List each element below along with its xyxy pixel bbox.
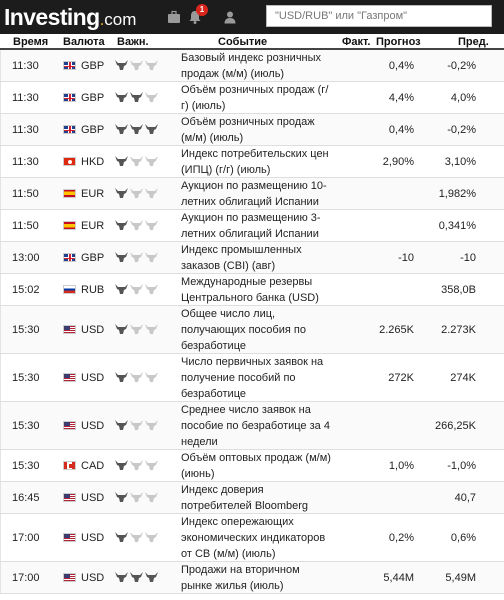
bull-icon bbox=[115, 156, 128, 167]
bull-icon bbox=[145, 220, 158, 231]
bull-icon bbox=[130, 492, 143, 503]
event-previous: 1,982% bbox=[438, 187, 476, 200]
flag-icon bbox=[63, 482, 76, 513]
ru-flag-icon bbox=[63, 285, 76, 294]
event-currency: GBP bbox=[81, 251, 105, 264]
event-name-text[interactable]: Аукцион по размещению 3-летних облигаций Испании bbox=[181, 211, 321, 240]
us-flag-icon bbox=[63, 573, 76, 582]
importance-rating bbox=[115, 50, 173, 81]
event-currency: EUR bbox=[81, 219, 105, 232]
event-name-text[interactable]: Индекс потребительских цен (ИПЦ) (г/г) (июль) bbox=[181, 147, 329, 176]
events-table bbox=[0, 50, 504, 600]
event-time: 11:50 bbox=[12, 187, 39, 200]
table-row[interactable] bbox=[0, 210, 504, 242]
event-name-text[interactable]: Объём розничных продаж (г/г) (июль) bbox=[181, 83, 329, 112]
bull-icon bbox=[115, 124, 128, 135]
bull-icon bbox=[115, 460, 128, 471]
event-name-text[interactable]: Объём розничных продаж (м/м) (июль) bbox=[181, 115, 315, 144]
us-flag-icon bbox=[63, 533, 76, 542]
bull-icon bbox=[115, 60, 128, 71]
bull-icon bbox=[115, 420, 128, 431]
event-name-text[interactable]: Продажи на вторичном рынке жилья (июль) bbox=[181, 563, 300, 592]
event-currency: GBP bbox=[81, 59, 105, 72]
importance-rating bbox=[115, 482, 173, 513]
flag-icon bbox=[63, 562, 76, 593]
event-name-text[interactable]: Международные резервы Центрального банка (USD) bbox=[181, 275, 319, 304]
bull-icon bbox=[130, 156, 143, 167]
bull-icon bbox=[130, 60, 143, 71]
event-name-text[interactable]: Индекс доверия потребителей Bloomberg bbox=[181, 483, 309, 512]
importance-rating bbox=[115, 114, 173, 145]
col-importance[interactable]: Важн. bbox=[117, 36, 149, 48]
event-previous: -1,0% bbox=[447, 459, 476, 472]
event-forecast: 4,4% bbox=[388, 91, 414, 104]
flag-icon bbox=[63, 514, 76, 561]
investing-logo[interactable] bbox=[4, 4, 136, 30]
event-time: 11:30 bbox=[12, 59, 39, 72]
bull-icon bbox=[115, 372, 128, 383]
table-row[interactable] bbox=[0, 146, 504, 178]
bull-icon bbox=[145, 284, 158, 295]
bull-icon bbox=[145, 324, 158, 335]
gb-flag-icon bbox=[63, 61, 76, 70]
event-forecast: 1,0% bbox=[388, 459, 414, 472]
bull-icon bbox=[115, 188, 128, 199]
bull-icon bbox=[145, 460, 158, 471]
event-name[interactable] bbox=[181, 306, 331, 353]
importance-rating bbox=[115, 82, 173, 113]
event-currency: USD bbox=[81, 531, 105, 544]
flag-icon bbox=[63, 242, 76, 273]
event-time: 17:00 bbox=[12, 531, 40, 544]
flag-icon bbox=[63, 82, 76, 113]
table-row[interactable] bbox=[0, 178, 504, 210]
event-previous: -0,2% bbox=[447, 59, 476, 72]
event-forecast: 0,2% bbox=[388, 531, 414, 544]
event-currency: GBP bbox=[81, 123, 105, 136]
event-name[interactable] bbox=[181, 210, 331, 241]
importance-rating bbox=[115, 178, 173, 209]
bull-icon bbox=[115, 324, 128, 335]
importance-rating bbox=[115, 210, 173, 241]
bull-icon bbox=[145, 532, 158, 543]
bull-icon bbox=[145, 124, 158, 135]
importance-rating bbox=[115, 562, 173, 593]
bull-icon bbox=[130, 572, 143, 583]
event-name[interactable] bbox=[181, 242, 331, 273]
portfolio-icon[interactable] bbox=[166, 9, 182, 25]
event-previous: 0,341% bbox=[438, 219, 476, 232]
bull-icon bbox=[115, 532, 128, 543]
bull-icon bbox=[130, 188, 143, 199]
search-input[interactable]: "USD/RUB" или "Газпром" bbox=[266, 5, 492, 27]
notification-badge: 1 bbox=[196, 4, 208, 16]
event-currency: USD bbox=[81, 419, 105, 432]
flag-icon bbox=[63, 114, 76, 145]
event-name[interactable] bbox=[181, 178, 331, 209]
event-previous: 40,7 bbox=[454, 491, 476, 504]
event-time: 11:30 bbox=[12, 155, 39, 168]
event-previous: 266,25K bbox=[435, 419, 476, 432]
bull-icon bbox=[130, 460, 143, 471]
bull-icon bbox=[145, 92, 158, 103]
event-name-text[interactable]: Среднее число заявок на пособие по безработице за 4 недели bbox=[181, 403, 330, 448]
bull-icon bbox=[115, 284, 128, 295]
event-name[interactable] bbox=[181, 402, 331, 449]
bull-icon bbox=[130, 284, 143, 295]
event-currency: USD bbox=[81, 371, 105, 384]
us-flag-icon bbox=[63, 373, 76, 382]
event-currency: CAD bbox=[81, 459, 105, 472]
gb-flag-icon bbox=[63, 125, 76, 134]
flag-icon bbox=[63, 50, 76, 81]
importance-rating bbox=[115, 306, 173, 353]
event-currency: USD bbox=[81, 323, 105, 336]
bull-icon bbox=[145, 60, 158, 71]
event-name-text[interactable]: Аукцион по размещению 10-летних облигаций Испании bbox=[181, 179, 327, 208]
importance-rating bbox=[115, 450, 173, 481]
flag-icon bbox=[63, 146, 76, 177]
event-name[interactable] bbox=[181, 274, 331, 305]
event-name[interactable] bbox=[181, 482, 331, 513]
logo-suffix: com bbox=[104, 10, 137, 29]
bull-icon bbox=[145, 492, 158, 503]
importance-rating bbox=[115, 274, 173, 305]
table-row[interactable] bbox=[0, 514, 504, 562]
bull-icon bbox=[130, 420, 143, 431]
event-previous: 5,49M bbox=[445, 571, 476, 584]
event-previous: 0,6% bbox=[450, 531, 476, 544]
event-forecast bbox=[360, 210, 414, 241]
bull-icon bbox=[145, 420, 158, 431]
flag-icon bbox=[63, 354, 76, 401]
event-name-text[interactable]: Индекс промышленных заказов (CBI) (авг) bbox=[181, 243, 302, 272]
event-name[interactable] bbox=[181, 514, 331, 561]
event-time: 11:30 bbox=[12, 123, 39, 136]
table-row[interactable] bbox=[0, 114, 504, 146]
importance-rating bbox=[115, 242, 173, 273]
event-name-text[interactable]: Базовый индекс розничных продаж (м/м) (июль) bbox=[181, 51, 322, 80]
event-forecast bbox=[360, 178, 414, 209]
bull-icon bbox=[115, 92, 128, 103]
flag-icon bbox=[63, 274, 76, 305]
event-forecast: -10 bbox=[398, 251, 414, 264]
event-time: 15:30 bbox=[12, 459, 40, 472]
ca-flag-icon bbox=[63, 461, 76, 470]
event-name[interactable] bbox=[181, 50, 331, 81]
event-name-text[interactable]: Число первичных заявок на получение пособий по безработице bbox=[181, 355, 324, 400]
bull-icon bbox=[130, 372, 143, 383]
table-row[interactable] bbox=[0, 562, 504, 594]
col-forecast[interactable]: Прогноз bbox=[376, 36, 421, 48]
table-row[interactable] bbox=[0, 402, 504, 450]
col-actual[interactable]: Факт. bbox=[342, 36, 371, 48]
event-previous: 358,0B bbox=[441, 283, 476, 296]
event-forecast bbox=[360, 402, 414, 449]
event-time: 11:50 bbox=[12, 219, 39, 232]
bull-icon bbox=[115, 572, 128, 583]
col-currency[interactable]: Валюта bbox=[63, 36, 105, 48]
event-previous: 274K bbox=[450, 371, 476, 384]
table-row[interactable] bbox=[0, 274, 504, 306]
event-currency: GBP bbox=[81, 91, 105, 104]
bull-icon bbox=[145, 372, 158, 383]
event-previous: -0,2% bbox=[447, 123, 476, 136]
bull-icon bbox=[130, 532, 143, 543]
table-row[interactable] bbox=[0, 82, 504, 114]
event-forecast bbox=[360, 274, 414, 305]
us-flag-icon bbox=[63, 325, 76, 334]
importance-rating bbox=[115, 514, 173, 561]
flag-icon bbox=[63, 178, 76, 209]
event-name[interactable] bbox=[181, 114, 331, 145]
top-bar bbox=[0, 0, 504, 34]
importance-rating bbox=[115, 354, 173, 401]
gb-flag-icon bbox=[63, 93, 76, 102]
table-row[interactable] bbox=[0, 306, 504, 354]
event-previous: 3,10% bbox=[444, 155, 476, 168]
flag-icon bbox=[63, 306, 76, 353]
event-name[interactable] bbox=[181, 146, 331, 177]
bull-icon bbox=[130, 324, 143, 335]
es-flag-icon bbox=[63, 221, 76, 230]
col-previous[interactable]: Пред. bbox=[458, 36, 489, 48]
user-icon[interactable] bbox=[222, 9, 238, 25]
us-flag-icon bbox=[63, 421, 76, 430]
bull-icon bbox=[145, 188, 158, 199]
event-forecast bbox=[360, 482, 414, 513]
event-forecast: 2.265K bbox=[379, 323, 414, 336]
event-name[interactable] bbox=[181, 562, 331, 593]
flag-icon bbox=[63, 210, 76, 241]
event-time: 11:30 bbox=[12, 91, 39, 104]
event-time: 15:30 bbox=[12, 419, 40, 432]
event-time: 16:45 bbox=[12, 491, 40, 504]
event-name-text[interactable]: Индекс опережающих экономических индикаторов от CB (м/м) (июль) bbox=[181, 515, 326, 560]
col-time[interactable]: Время bbox=[13, 36, 49, 48]
event-forecast: 0,4% bbox=[388, 59, 414, 72]
flag-icon bbox=[63, 450, 76, 481]
importance-rating bbox=[115, 402, 173, 449]
col-event[interactable]: Событие bbox=[218, 36, 268, 48]
table-row[interactable] bbox=[0, 450, 504, 482]
bull-icon bbox=[130, 92, 143, 103]
event-currency: HKD bbox=[81, 155, 105, 168]
event-forecast: 0,4% bbox=[388, 123, 414, 136]
event-forecast: 272K bbox=[388, 371, 414, 384]
event-time: 17:00 bbox=[12, 571, 40, 584]
logo-text: Investing bbox=[4, 4, 100, 30]
event-previous: -10 bbox=[460, 251, 476, 264]
us-flag-icon bbox=[63, 493, 76, 502]
es-flag-icon bbox=[63, 189, 76, 198]
bull-icon bbox=[145, 252, 158, 263]
gb-flag-icon bbox=[63, 253, 76, 262]
event-currency: RUB bbox=[81, 283, 105, 296]
table-row[interactable] bbox=[0, 242, 504, 274]
event-currency: USD bbox=[81, 491, 105, 504]
bull-icon bbox=[130, 124, 143, 135]
event-previous: 4,0% bbox=[450, 91, 476, 104]
event-name[interactable] bbox=[181, 82, 331, 113]
logo-dot: . bbox=[99, 10, 105, 29]
event-currency: EUR bbox=[81, 187, 105, 200]
event-forecast: 2,90% bbox=[382, 155, 414, 168]
table-row[interactable] bbox=[0, 354, 504, 402]
event-name[interactable] bbox=[181, 354, 331, 401]
bull-icon bbox=[115, 220, 128, 231]
bull-icon bbox=[145, 156, 158, 167]
table-row[interactable] bbox=[0, 50, 504, 82]
bull-icon bbox=[130, 252, 143, 263]
bull-icon bbox=[145, 572, 158, 583]
table-row[interactable] bbox=[0, 482, 504, 514]
event-name-text[interactable]: Объём оптовых продаж (м/м) (июнь) bbox=[181, 451, 331, 480]
hk-flag-icon bbox=[63, 157, 76, 166]
event-name-text[interactable]: Общее число лиц, получающих пособия по безработице bbox=[181, 307, 306, 352]
bull-icon bbox=[115, 492, 128, 503]
event-previous: 2.273K bbox=[441, 323, 476, 336]
event-name[interactable] bbox=[181, 450, 331, 481]
bull-icon bbox=[115, 252, 128, 263]
event-time: 15:02 bbox=[12, 283, 40, 296]
bull-icon bbox=[130, 220, 143, 231]
event-currency: USD bbox=[81, 571, 105, 584]
table-header bbox=[0, 34, 504, 50]
event-time: 15:30 bbox=[12, 323, 40, 336]
flag-icon bbox=[63, 402, 76, 449]
event-time: 13:00 bbox=[12, 251, 40, 264]
importance-rating bbox=[115, 146, 173, 177]
event-forecast: 5,44M bbox=[383, 571, 414, 584]
event-time: 15:30 bbox=[12, 371, 40, 384]
